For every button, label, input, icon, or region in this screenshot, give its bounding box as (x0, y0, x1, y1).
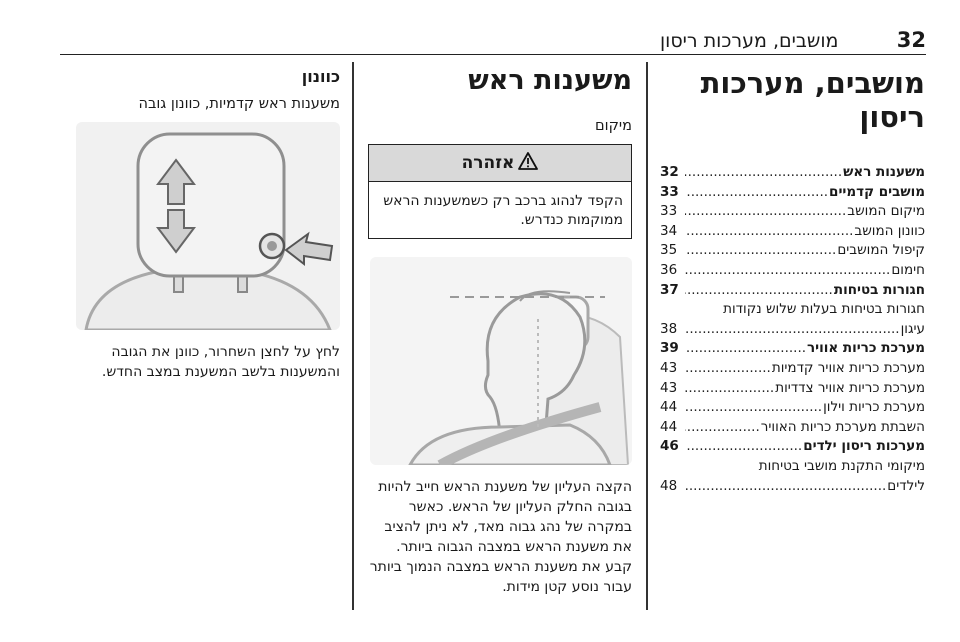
toc-leader-dots (685, 340, 806, 356)
section-title: משענות ראש (468, 65, 632, 96)
toc-entry-label: מערכת כריות אוויר (807, 340, 925, 357)
toc-entry-page: 43 (660, 359, 678, 376)
toc-entry-page: 36 (660, 261, 678, 278)
toc-leader-dots (685, 262, 890, 278)
toc-entry-page: 32 (660, 164, 679, 180)
toc-entry (660, 223, 925, 243)
warning-header (369, 145, 631, 182)
column-divider (352, 62, 354, 610)
toc-leader-dots (685, 321, 900, 337)
toc-entry (660, 242, 925, 262)
toc-entry-page: 38 (660, 320, 678, 337)
toc-entry (660, 301, 925, 321)
toc-entry-label: מיקומי התקנת מושבי בטיחות (758, 457, 925, 474)
toc-entry-label: מערכת כריות וילון (823, 399, 925, 416)
toc-leader-dots (685, 438, 802, 454)
toc-entry (660, 360, 925, 380)
left-column (74, 66, 340, 382)
toc-entry (660, 419, 925, 439)
chapter-title: מושבים, מערכות ריסון (700, 66, 925, 134)
toc-entry-page: 44 (660, 399, 678, 416)
toc-leader-dots (685, 360, 771, 376)
toc-entry-page: 35 (660, 242, 678, 259)
toc-entry (660, 321, 925, 341)
toc-entry-label: מושבים קדמיים (829, 183, 925, 200)
table-of-contents (660, 164, 925, 497)
toc-entry (660, 164, 925, 184)
toc-entry-label: משענות ראש (843, 164, 925, 180)
section-subtitle: משענות ראש קדמיות, כוונון גובה (138, 96, 340, 112)
toc-leader-dots (685, 223, 853, 239)
toc-entry-label: מערכת כריות אוויר צדדיות (775, 379, 925, 396)
toc-leader-dots (685, 164, 842, 180)
toc-entry (660, 203, 925, 223)
toc-entry-label: חגורות בטיחות (833, 281, 925, 298)
toc-leader-dots (685, 184, 828, 200)
toc-leader-dots (685, 242, 836, 258)
toc-entry-label: מערכת כריות אוויר קדמיות (771, 359, 925, 376)
toc-leader-dots (685, 282, 833, 298)
toc-leader-dots (685, 399, 822, 415)
toc-entry-label: עיגון (900, 320, 925, 337)
warning-triangle-icon (518, 152, 538, 175)
headrest-position-illustration (370, 257, 632, 465)
toc-entry (660, 262, 925, 282)
headrest-adjustment-illustration (76, 122, 340, 330)
toc-entry (660, 380, 925, 400)
toc-leader-dots (685, 478, 886, 494)
toc-entry-label: מיקום המושב (847, 203, 925, 220)
toc-entry-label: לילדים (887, 477, 925, 494)
middle-column (368, 66, 632, 597)
toc-entry-label: קיפול המושבים (837, 242, 925, 259)
toc-leader-dots (685, 419, 760, 435)
toc-leader-dots (685, 203, 846, 219)
toc-entry-page: 39 (660, 340, 679, 357)
running-title: מושבים, מערכות ריסון (660, 30, 839, 52)
toc-entry (660, 184, 925, 204)
toc-entry (660, 478, 925, 498)
toc-entry-page: 37 (660, 281, 679, 298)
toc-entry-label: חימום (891, 261, 925, 278)
toc-entry-page: 43 (660, 379, 678, 396)
section-subtitle: מיקום (595, 118, 632, 134)
warning-text: הקפד לנהוג ברכב רק כשמשענות הראש ממוקמות כנדרש. (383, 193, 623, 228)
toc-entry-label: מערכות ריסון ילדים (803, 438, 925, 455)
toc-entry-label: חגורות בטיחות בעלות שלוש נקודות (723, 301, 925, 318)
toc-entry-page: 33 (660, 183, 679, 200)
toc-entry-label: השבתת מערכת כריות האוויר (760, 418, 925, 435)
section-title: כוונון (301, 67, 340, 86)
headrest-position-text: הקצה העליון של משענת הראש חייב להיות בגובה החלק העליון של הראש. כאשר במקרה של נהג גבוה מאד, לא ניתן להציב את משענת הראש במצבה הגבוה ביותר. קבע את משענת הראש במצבה הנמוך ביותר עבור נוסע קטן מידות. (369, 479, 632, 595)
warning-title: אזהרה (461, 153, 515, 173)
toc-entry-page: 46 (660, 438, 679, 455)
toc-entry (660, 438, 925, 458)
right-column (660, 66, 925, 497)
toc-entry (660, 458, 925, 478)
toc-entry-page: 48 (660, 477, 678, 494)
toc-leader-dots (685, 380, 774, 396)
toc-entry-page: 34 (660, 222, 678, 239)
toc-entry-label: כוונון המושב (854, 222, 925, 239)
warning-box (368, 144, 632, 239)
column-divider (646, 62, 648, 610)
page-number: 32 (896, 28, 926, 52)
toc-entry-page: 33 (660, 203, 678, 220)
toc-entry-page: 44 (660, 418, 678, 435)
headrest-adjustment-text: לחץ על לחצן השחרור, כוונן את הגובה והמשענות בלשב המשענת במצב החדש. (101, 344, 340, 380)
toc-entry (660, 399, 925, 419)
page-header (60, 28, 926, 55)
toc-entry (660, 282, 925, 302)
toc-entry (660, 340, 925, 360)
